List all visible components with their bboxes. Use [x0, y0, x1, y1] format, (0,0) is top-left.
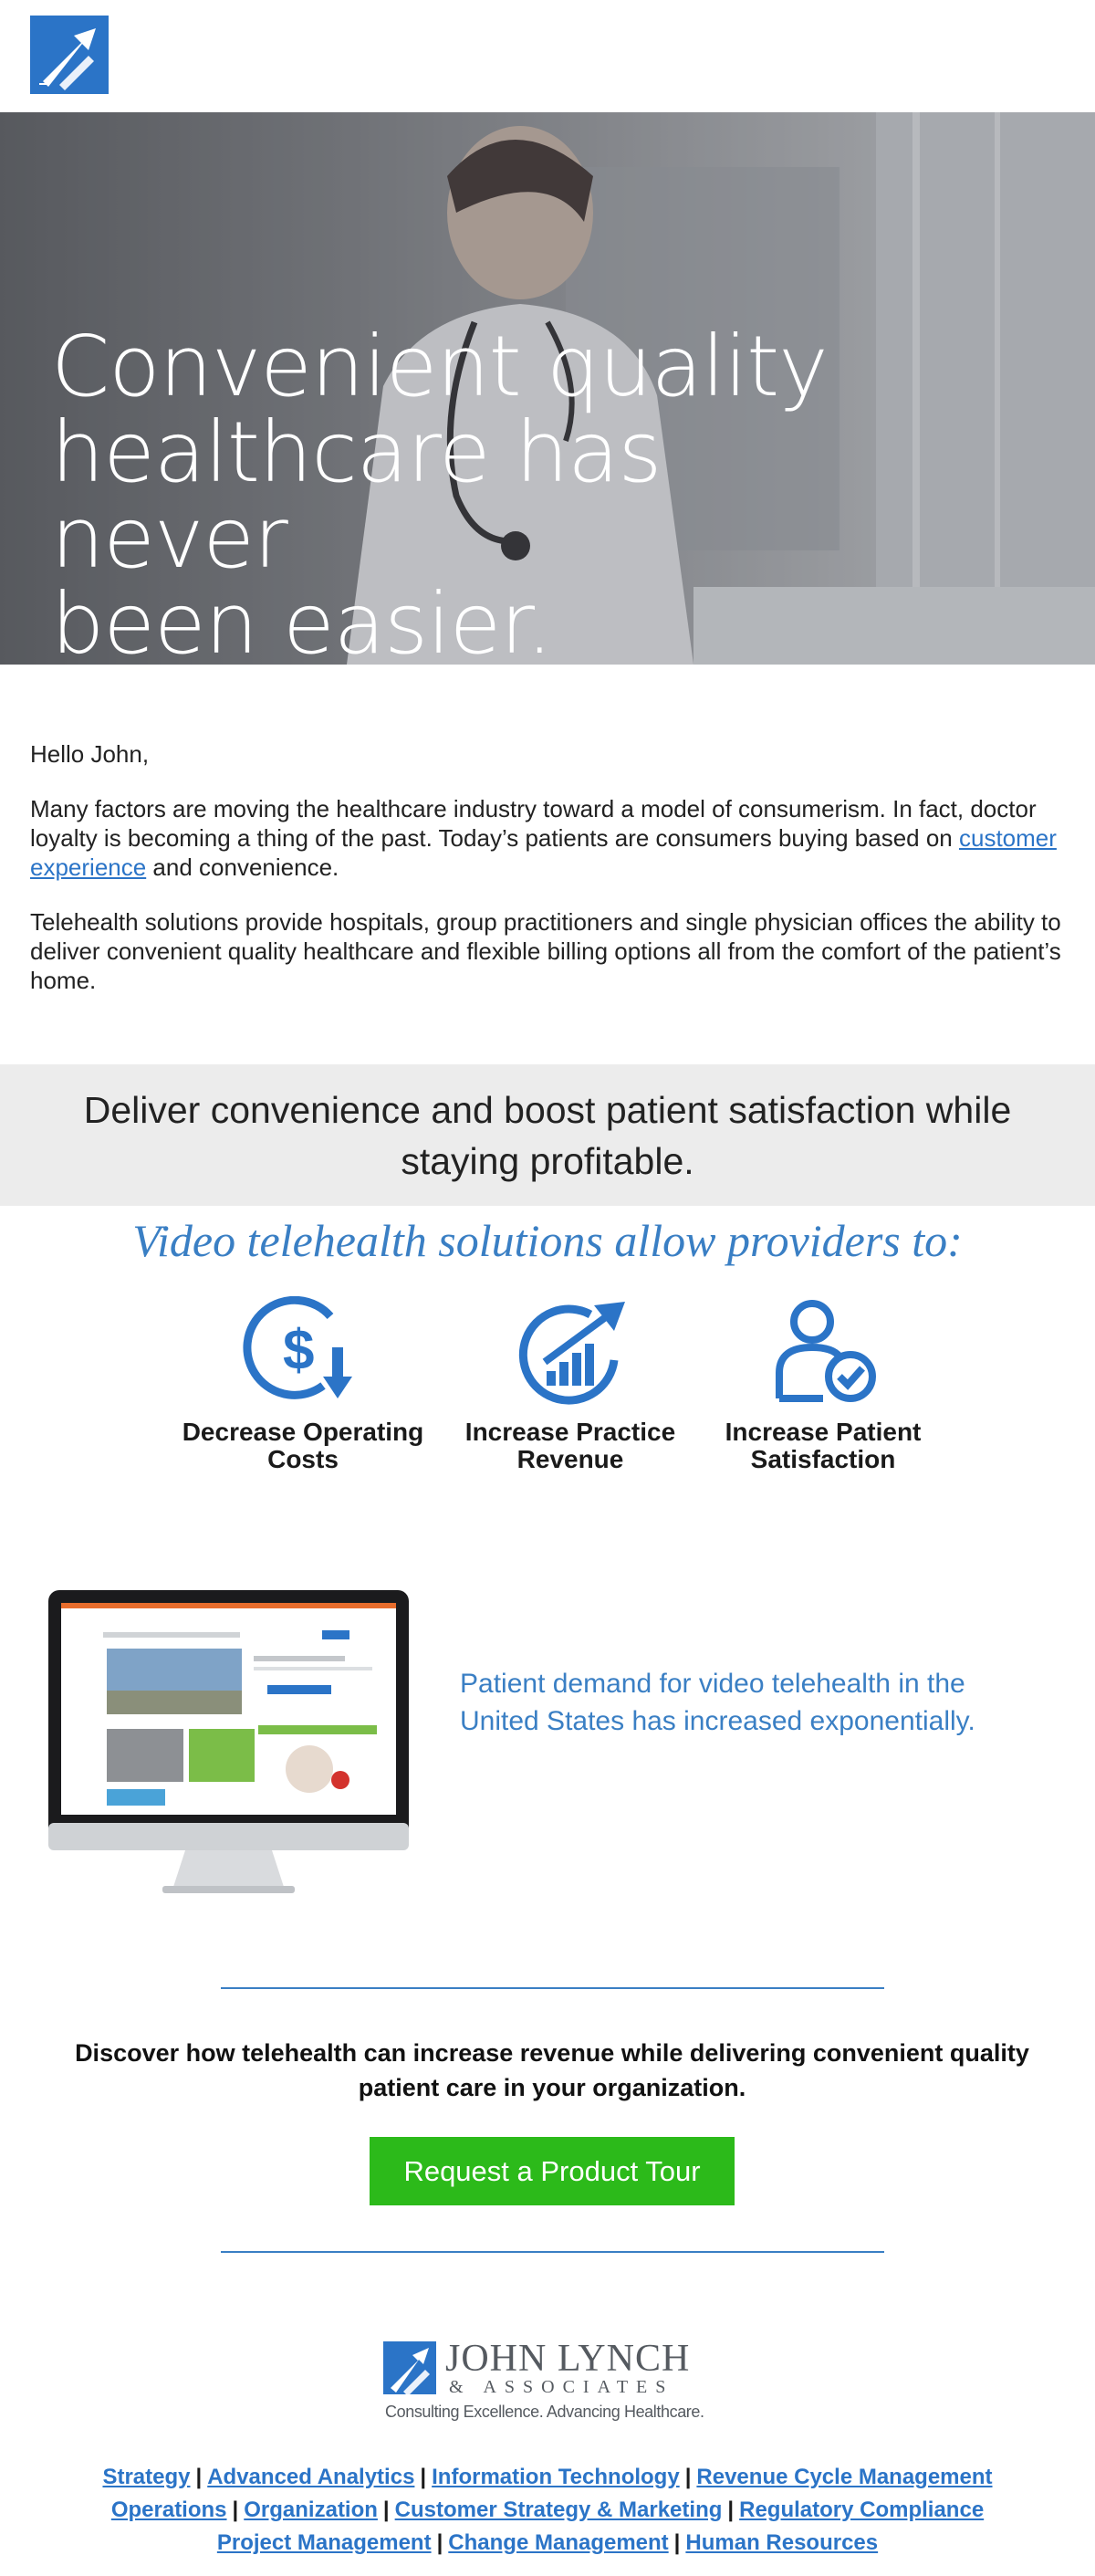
hero-title-line: healthcare has never: [51, 403, 662, 587]
arrow-logo-icon[interactable]: [30, 16, 109, 94]
hero-title: [51, 318, 872, 665]
benefit-label: [447, 1419, 694, 1473]
footer-link-information-technology[interactable]: Information Technology: [432, 2465, 680, 2489]
footer-links-row: [0, 2527, 1095, 2560]
highlight-band: [0, 1064, 1095, 1206]
benefit-increase-revenue: [447, 1296, 694, 1473]
paragraph-telehealth: Telehealth solutions provide hospitals, group practitioners and single physician offices the ability to deliver convenient quality healthcare and flexible billing options all from the comfort of the patient’s home.: [30, 908, 1061, 994]
benefit-decrease-costs: [173, 1296, 433, 1473]
benefit-label-line: Costs: [267, 1445, 339, 1473]
dollar-down-icon: [239, 1296, 367, 1406]
discover-statement: Discover how telehealth can increase revenue while delivering convenient quality patient care in your organization.: [75, 2039, 1029, 2101]
john-lynch-logo[interactable]: [383, 2337, 721, 2424]
demand-statement: Patient demand for video telehealth in the United States has increased exponentially.: [460, 1669, 975, 1736]
footer-links-row: [0, 2461, 1095, 2494]
link-separator: |: [727, 2497, 735, 2522]
benefit-label-line: Increase Practice: [464, 1418, 676, 1446]
benefit-label-line: Satisfaction: [750, 1445, 896, 1473]
divider-bottom: [221, 2251, 884, 2253]
divider-top: [221, 1987, 884, 1989]
svg-text:$: $: [283, 1319, 315, 1382]
footer-link-revenue-cycle-management[interactable]: Revenue Cycle Management: [696, 2465, 993, 2489]
benefit-label-line: Decrease Operating: [182, 1418, 424, 1446]
link-separator: |: [673, 2530, 681, 2555]
company-sub: & ASSOCIATES: [449, 2377, 674, 2397]
patient-check-icon: [759, 1296, 887, 1406]
benefit-label: [703, 1419, 944, 1473]
link-separator: |: [232, 2497, 239, 2522]
footer-link-strategy[interactable]: Strategy: [102, 2465, 191, 2489]
footer-links-row: [0, 2494, 1095, 2527]
link-separator: |: [436, 2530, 443, 2555]
revenue-growth-icon: [506, 1296, 634, 1406]
letter-body: [30, 739, 1065, 1021]
benefits-subhead: Video telehealth solutions allow providers to:: [132, 1215, 963, 1266]
customer-experience-link[interactable]: customer experience: [30, 824, 1057, 881]
company-tagline: Consulting Excellence. Advancing Healthcare.: [385, 2403, 704, 2421]
hero-title-line: been easier.: [51, 575, 552, 665]
company-name: JOHN LYNCH: [445, 2338, 691, 2380]
link-separator: |: [684, 2465, 692, 2489]
telehealth-monitor-image: [48, 1590, 409, 1919]
hero-banner: [0, 112, 1095, 665]
paragraph-consumerism: [30, 794, 1065, 882]
email-header: [0, 0, 1095, 112]
footer-link-human-resources[interactable]: Human Resources: [685, 2530, 879, 2555]
greeting: Hello John,: [30, 740, 150, 768]
footer-link-advanced-analytics[interactable]: Advanced Analytics: [207, 2465, 415, 2489]
footer-link-customer-strategy-marketing[interactable]: Customer Strategy & Marketing: [394, 2497, 723, 2522]
footer-link-change-management[interactable]: Change Management: [448, 2530, 669, 2555]
link-separator: |: [382, 2497, 390, 2522]
benefit-label: [173, 1419, 433, 1473]
benefit-patient-satisfaction: [703, 1296, 944, 1473]
footer-link-regulatory-compliance[interactable]: Regulatory Compliance: [739, 2497, 985, 2522]
hero-title-line: Convenient quality: [51, 318, 828, 415]
paragraph-text: Many factors are moving the healthcare industry toward a model of consumerism. In fact, doctor loyalty is becoming a thing of the past. Today’s patients are consumers buying based on: [30, 795, 1037, 852]
footer-link-operations[interactable]: Operations: [110, 2497, 227, 2522]
link-separator: |: [420, 2465, 427, 2489]
link-separator: |: [195, 2465, 203, 2489]
paragraph-text: and convenience.: [146, 853, 339, 881]
footer-link-organization[interactable]: Organization: [244, 2497, 378, 2522]
footer-service-links: [0, 2461, 1095, 2560]
footer-link-project-management[interactable]: Project Management: [216, 2530, 432, 2555]
request-product-tour-button[interactable]: Request a Product Tour: [370, 2137, 735, 2205]
band-text: Deliver convenience and boost patient satisfaction while staying profitable.: [83, 1088, 1012, 1182]
benefit-label-line: Increase Patient: [725, 1418, 922, 1446]
benefit-label-line: Revenue: [516, 1445, 624, 1473]
